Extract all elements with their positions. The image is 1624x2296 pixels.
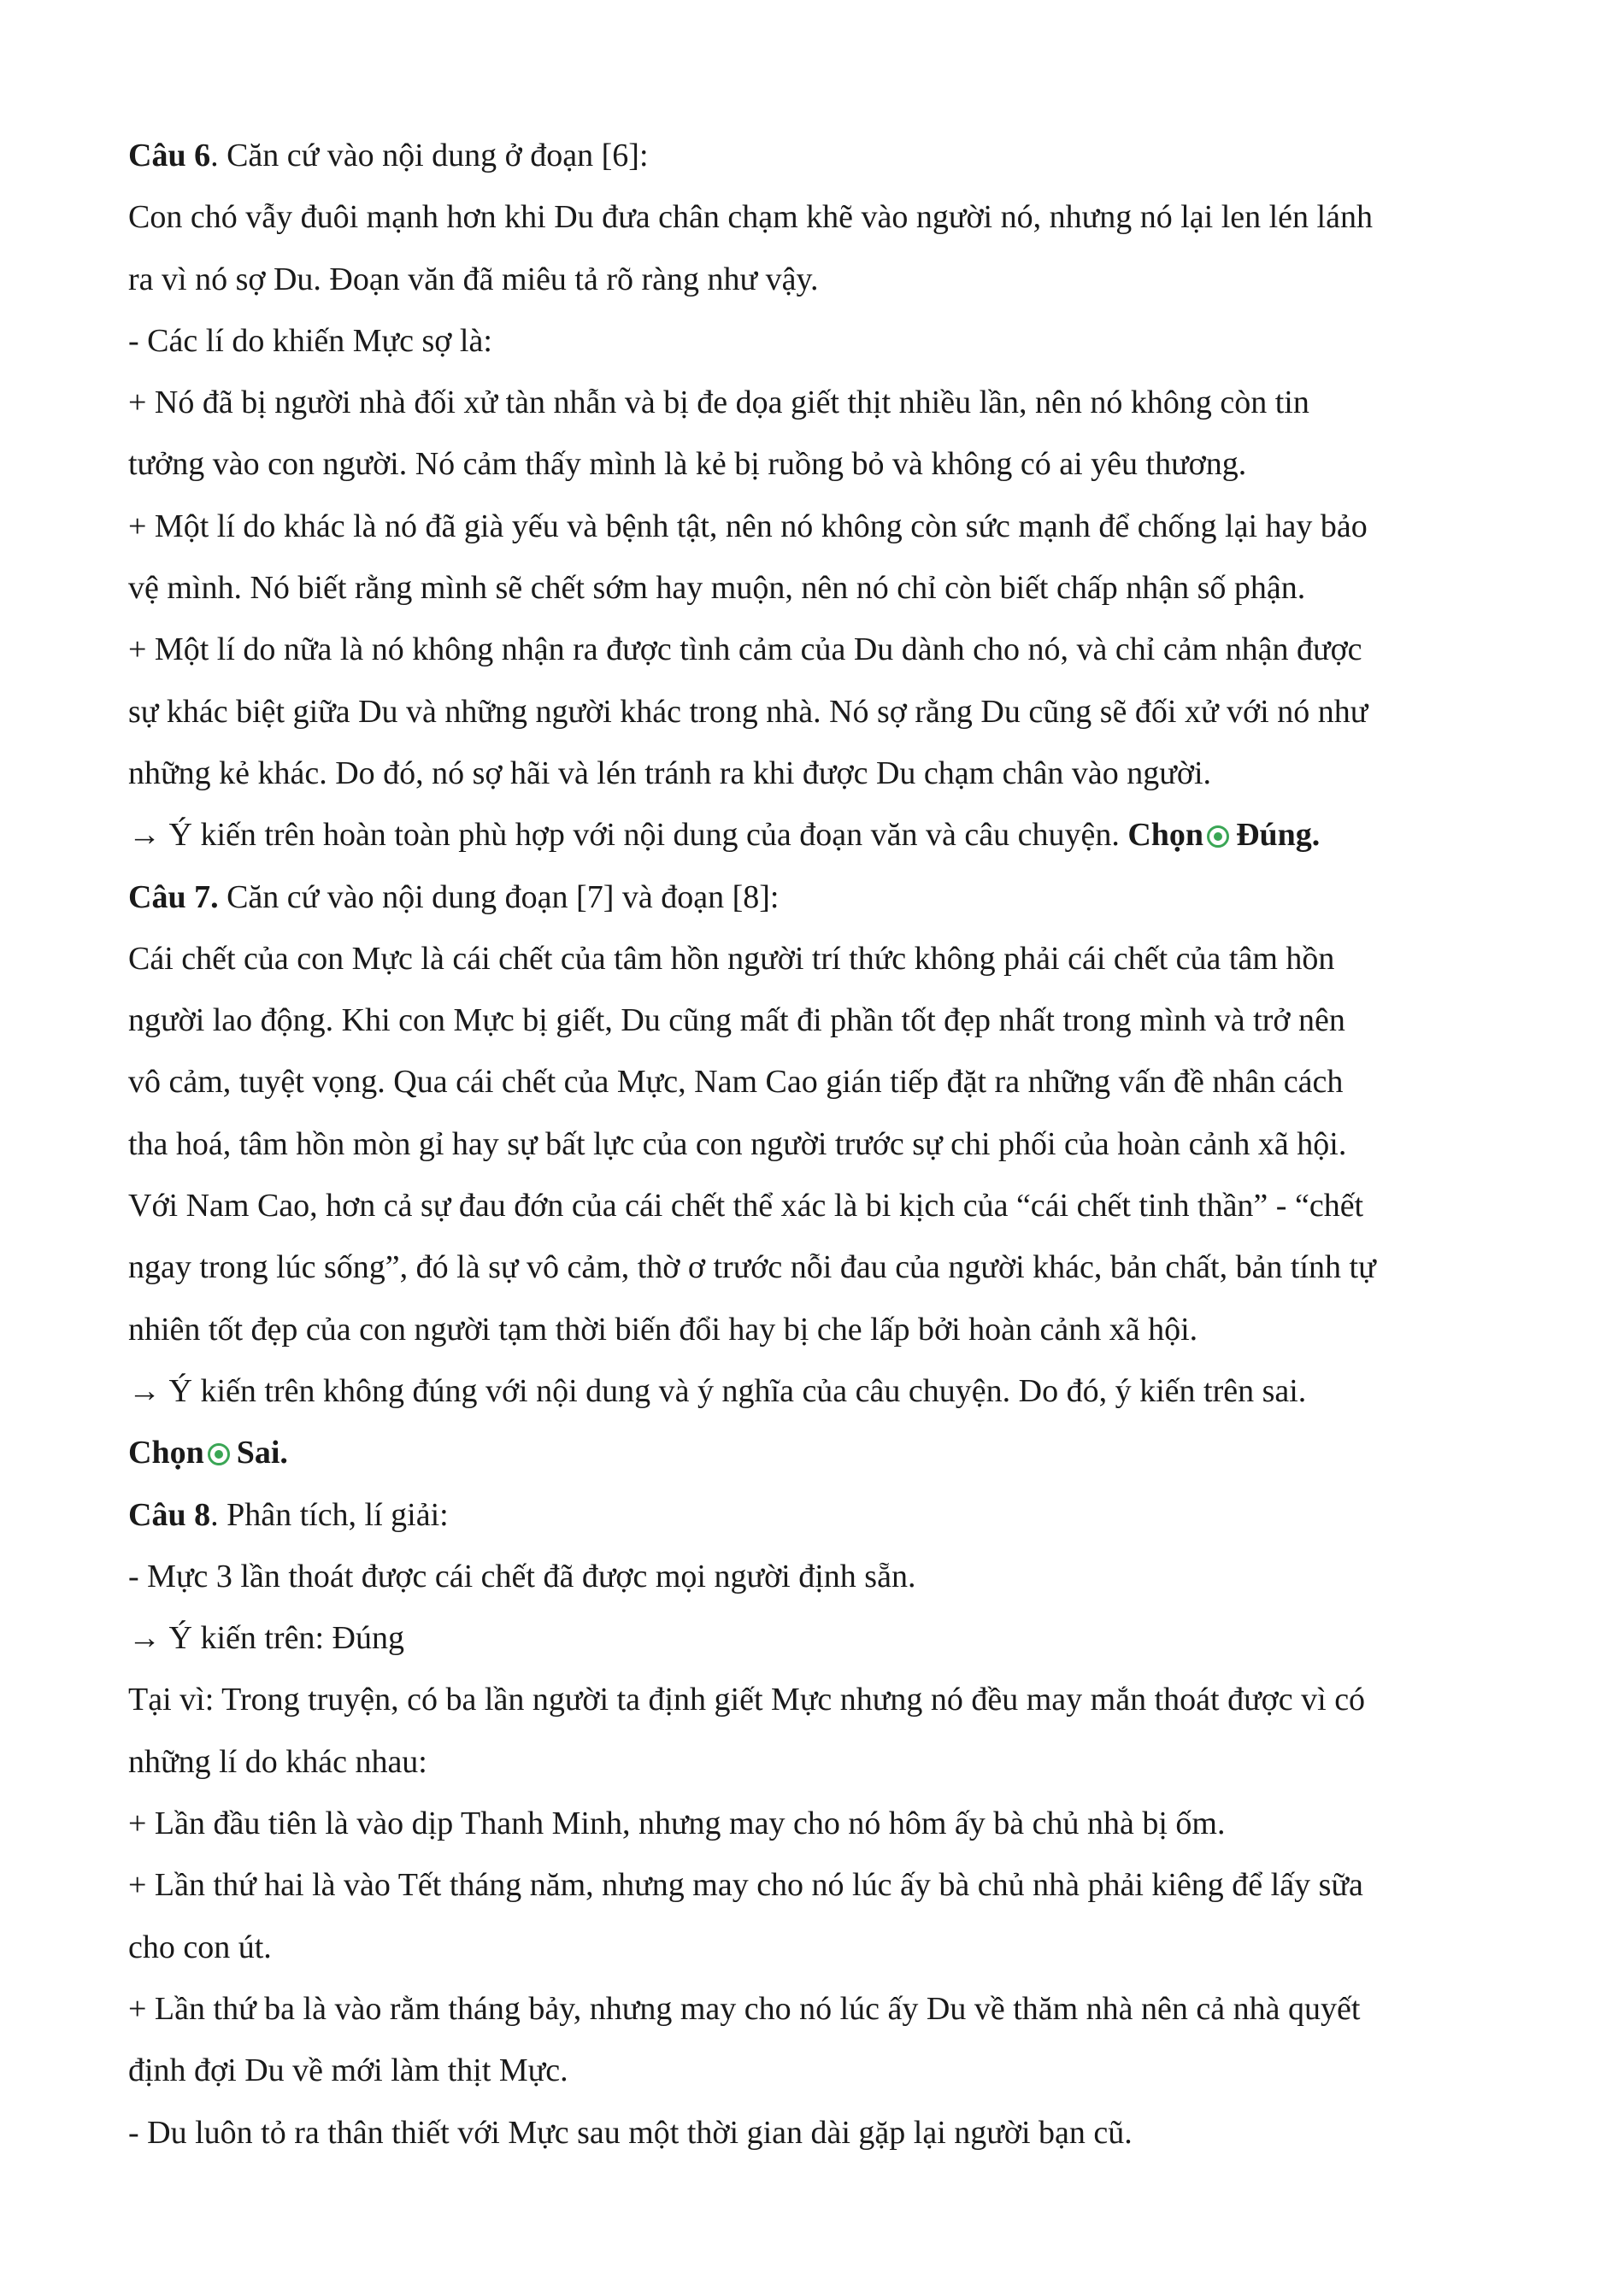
q7-answer: Sai. — [236, 1435, 288, 1471]
q6-answer: Đúng. — [1236, 817, 1321, 854]
q8-time-line: + Lần thứ ba là vào rằm tháng bảy, nhưng may cho nó lúc ấy Du về thăm nhà nên cả nhà quyết — [128, 1990, 1361, 2027]
q6-reason-line: + Nó đã bị người nhà đối xử tàn nhẫn và bị đe dọa giết thịt nhiều lần, nên nó không còn tin — [128, 385, 1309, 421]
q8-heading — [128, 1484, 1513, 1546]
q6-conclusion — [128, 804, 1513, 866]
q8-claim: - Du luôn tỏ ra thân thiết với Mực sau một thời gian dài gặp lại người bạn cũ. — [128, 2114, 1133, 2151]
q6-paragraph-line: Con chó vẫy đuôi mạnh hơn khi Du đưa chân chạm khẽ vào người nó, nhưng nó lại len lén lánh — [128, 199, 1373, 236]
q6-conclusion-text: → Ý kiến trên hoàn toàn phù hợp với nội dung của đoạn văn và câu chuyện. — [128, 817, 1120, 854]
q6-intro: . Căn cứ vào nội dung ở đoạn [6]: — [210, 138, 649, 173]
q8-reason-line: những lí do khác nhau: — [128, 1743, 427, 1780]
q8-time-line: + Lần đầu tiên là vào dịp Thanh Minh, nhưng may cho nó hôm ấy bà chủ nhà bị ốm. — [128, 1806, 1226, 1842]
q6-reason-line: những kẻ khác. Do đó, nó sợ hãi và lén tránh ra khi được Du chạm chân vào người. — [128, 755, 1212, 791]
q8-time-line: cho con út. — [128, 1929, 272, 1965]
q6-label: Câu 6 — [128, 138, 211, 173]
q6-reasons-heading: - Các lí do khiến Mực sợ là: — [128, 322, 492, 359]
q7-paragraph-line: Cái chết của con Mực là cái chết của tâm hồn người trí thức không phải cái chết của tâm hồn — [128, 940, 1335, 977]
q6-reason-line: vệ mình. Nó biết rằng mình sẽ chết sớm hay muộn, nên nó chỉ còn biết chấp nhận số phận. — [128, 570, 1306, 607]
q6-paragraph-line: ra vì nó sợ Du. Đoạn văn đã miêu tả rõ ràng như vậy. — [128, 261, 819, 297]
q7-intro: Căn cứ vào nội dung đoạn [7] và đoạn [8]: — [218, 878, 780, 915]
q8-reason-line: Tại vì: Trong truyện, có ba lần người ta định giết Mực nhưng nó đều may mắn thoát được vì có — [128, 1682, 1366, 1718]
q7-paragraph-line: tha hoá, tâm hồn mòn gỉ hay sự bất lực của con người trước sự chi phối của hoàn cảnh xã hội. — [128, 1125, 1347, 1162]
q7-choose-label: Chọn — [128, 1435, 204, 1471]
q6-reason-line: + Một lí do nữa là nó không nhận ra được tình cảm của Du dành cho nó, và chỉ cảm nhận được — [128, 631, 1362, 668]
q7-paragraph-line: Với Nam Cao, hơn cả sự đau đớn của cái chết thể xác là bi kịch của “cái chết tinh thần” - “chết — [128, 1188, 1364, 1224]
radio-selected-icon — [1207, 825, 1229, 848]
q8-time-line: định đợi Du về mới làm thịt Mực. — [128, 2052, 568, 2089]
q7-paragraph-line: người lao động. Khi con Mực bị giết, Du cũng mất đi phần tốt đẹp nhất trong mình và trở nên — [128, 1002, 1345, 1039]
q7-paragraph-line: vô cảm, tuyệt vọng. Qua cái chết của Mực, Nam Cao gián tiếp đặt ra những vấn đề nhân cách — [128, 1064, 1344, 1101]
document-page — [128, 125, 1513, 2164]
q6-reason-line: tưởng vào con người. Nó cảm thấy mình là kẻ bị ruồng bỏ và không có ai yêu thương. — [128, 446, 1247, 483]
q8-time-line: + Lần thứ hai là vào Tết tháng năm, nhưng may cho nó lúc ấy bà chủ nhà phải kiêng để lấy sữa — [128, 1867, 1363, 1904]
q6-choose-label: Chọn — [1127, 817, 1204, 854]
q7-paragraph-line: ngay trong lúc sống”, đó là sự vô cảm, thờ ơ trước nỗi đau của người khác, bản chất, bản tính tự — [128, 1249, 1376, 1286]
q7-paragraph-line: nhiên tốt đẹp của con người tạm thời biến đổi hay bị che lấp bởi hoàn cảnh xã hội. — [128, 1311, 1198, 1348]
q8-claim: - Mực 3 lần thoát được cái chết đã được mọi người định sẵn. — [128, 1558, 916, 1594]
q6-heading — [128, 125, 1513, 186]
q7-choice — [128, 1422, 1513, 1483]
radio-selected-icon — [208, 1443, 230, 1465]
q8-verdict: → Ý kiến trên: Đúng — [128, 1620, 404, 1657]
q6-reason-line: sự khác biệt giữa Du và những người khác trong nhà. Nó sợ rằng Du cũng sẽ đối xử với nó như — [128, 693, 1368, 730]
q8-label: Câu 8 — [128, 1496, 211, 1533]
q8-intro: . Phân tích, lí giải: — [210, 1496, 449, 1533]
q6-reason-line: + Một lí do khác là nó đã già yếu và bệnh tật, nên nó không còn sức mạnh để chống lại hay bảo — [128, 508, 1368, 544]
q7-label: Câu 7. — [128, 878, 219, 915]
q7-heading — [128, 866, 1513, 928]
q7-conclusion: → Ý kiến trên không đúng với nội dung và ý nghĩa của câu chuyện. Do đó, ý kiến trên sai. — [128, 1372, 1307, 1409]
